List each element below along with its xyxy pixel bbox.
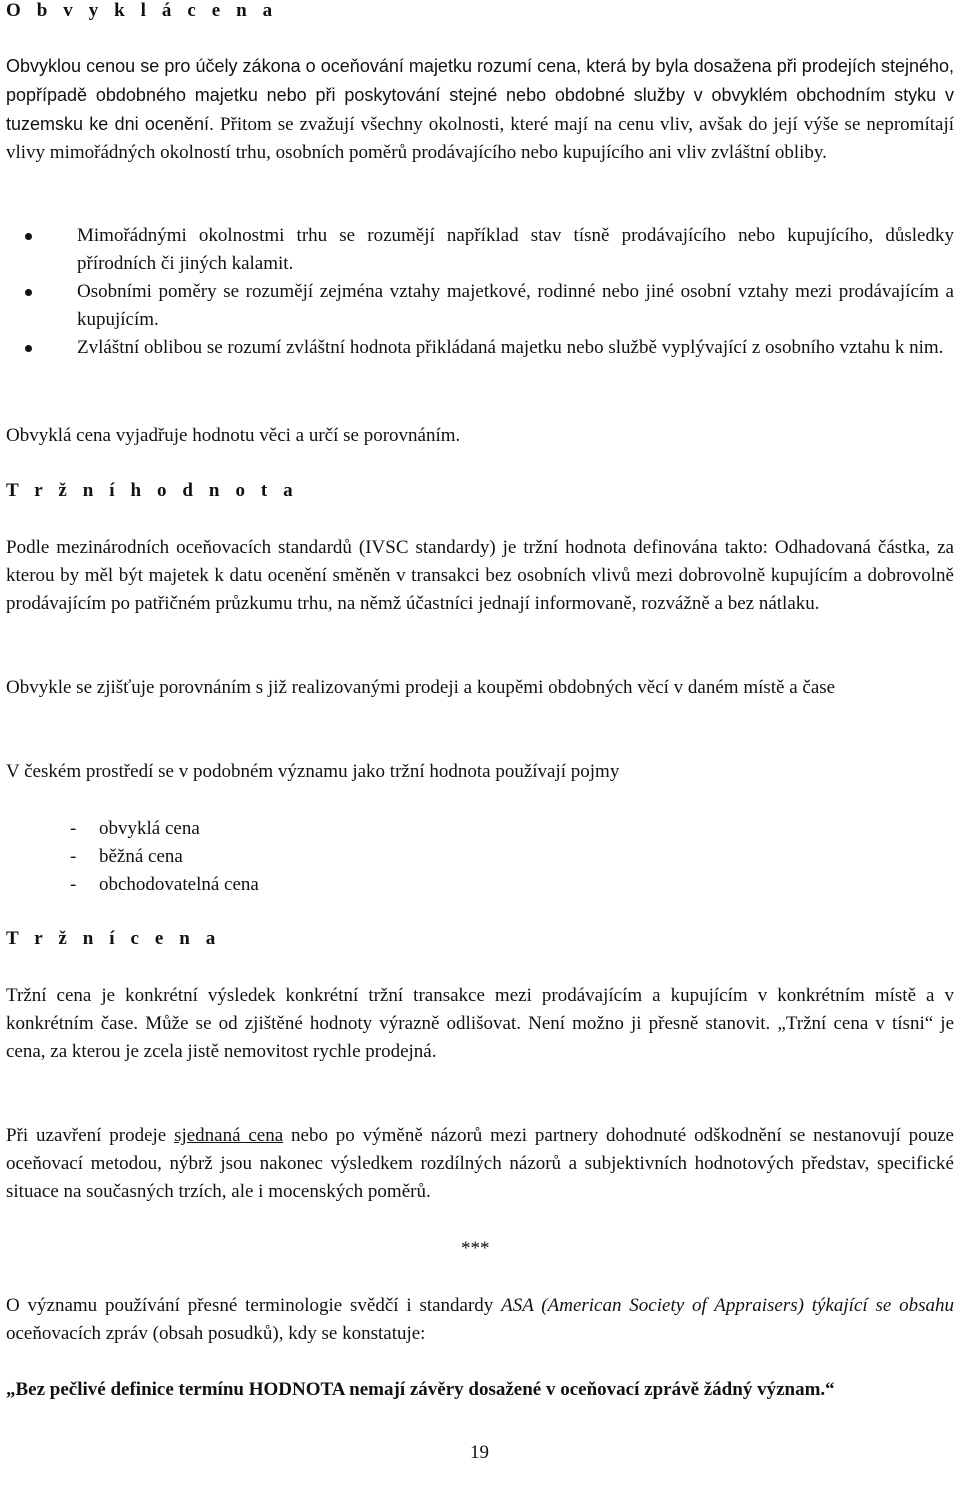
page-number: 19 bbox=[470, 1442, 489, 1463]
paragraph-comparison: Obvykle se zjišťuje porovnáním s již realizovanými prodeji a koupěmi obdobných věcí v daném místě a čase bbox=[6, 677, 836, 698]
term-text: obchodovatelná cena bbox=[99, 874, 259, 895]
dash-mark: - bbox=[70, 874, 77, 895]
bullet-text: Zvláštní oblibou se rozumí zvláštní hodnota přikládaná majetku nebo službě vyplývající z osobního vztahu k nim. bbox=[77, 337, 944, 358]
dash-list-terms bbox=[70, 815, 259, 899]
italic-asa-reference: ASA (American Society of Appraisers) týkající se obsahu bbox=[501, 1295, 954, 1316]
bullet-item bbox=[6, 334, 954, 362]
bullet-item bbox=[6, 278, 954, 334]
bullet-list-influences bbox=[6, 222, 954, 362]
bullet-dot-icon bbox=[25, 345, 32, 352]
bullet-text: Osobními poměry se rozumějí zejména vztahy majetkové, rodinné nebo jiné osobní vztahy mezi prodávajícím a kupujícím. bbox=[77, 281, 954, 330]
paragraph-obvykla-cena-closing: Obvyklá cena vyjadřuje hodnotu věci a určí se porovnáním. bbox=[6, 425, 461, 446]
term-text: obvyklá cena bbox=[99, 818, 200, 839]
text: oceňovacích zpráv (obsah posudků), kdy se konstatuje: bbox=[6, 1323, 426, 1344]
paragraph-ivsc-definition: Podle mezinárodních oceňovacích standardů (IVSC standardy) je tržní hodnota definována takto: Odhadovaná částka, za kterou by měl být majetek k datu ocenění směněn v transakci bez osobních vlivů mezi dobrovolně kupujícím a dobrovolně prodávajícím po patřičném průzkumu trhu, na němž účastníci jednají informovaně, rozvážně a bez nátlaku. bbox=[6, 537, 954, 614]
paragraph-trzni-cena-definition: Tržní cena je konkrétní výsledek konkrétní tržní transakce mezi prodávajícím a kupujícím v konkrétním místě a v konkrétním čase. Může se od zjištěné hodnoty výrazně odlišovat. Není možno ji přesně stanovit. „Tržní cena v tísni“ je cena, za kterou je zcela jistě nemovitost rychle prodejná. bbox=[6, 985, 954, 1062]
text: Při uzavření prodeje bbox=[6, 1125, 175, 1146]
dash-list-item bbox=[70, 871, 259, 899]
dash-list-item bbox=[70, 815, 259, 843]
paragraph-obvykla-cena-definition bbox=[6, 52, 954, 167]
quote-bold-statement: „Bez pečlivé definice termínu HODNOTA nemají závěry dosažené v oceňovací zprávě žádný význam.“ bbox=[6, 1379, 835, 1400]
heading-trzni-cena: T r ž n í c e n a bbox=[6, 928, 221, 949]
dash-mark: - bbox=[70, 846, 77, 867]
paragraph-asa-standards bbox=[6, 1292, 954, 1348]
bullet-item bbox=[6, 222, 954, 278]
paragraph-negotiated-price bbox=[6, 1122, 954, 1206]
bullet-text: Mimořádnými okolnostmi trhu se rozumějí například stav tísně prodávajícího nebo kupujícího, důsledky přírodních či jiných kalamit. bbox=[77, 225, 954, 274]
heading-trzni-hodnota: T r ž n í h o d n o t a bbox=[6, 480, 299, 501]
bullet-dot-icon bbox=[25, 233, 32, 240]
underlined-term: sjednaná cena bbox=[174, 1125, 284, 1146]
dash-list-item bbox=[70, 843, 259, 871]
definition-text-continued: Přitom se zvažují všechny okolnosti, které mají na cenu vliv, avšak do její výše se nepromítají vlivy mimořádných okolností trhu, osobních poměrů prodávajícího nebo kupujícího ani vliv zvláštní obliby. bbox=[6, 114, 954, 163]
text: O významu používání přesné terminologie svědčí i standardy bbox=[6, 1295, 502, 1316]
term-text: běžná cena bbox=[99, 846, 183, 867]
definition-text: Obvyklou cenou se pro účely zákona o oceňování majetku rozumí cena, která by byla dosažena při prodejích stejného, popřípadě obdobného majetku nebo při poskytování stejné nebo obdobné služby v obvyklém obchodním styku v tuzemsku ke dni ocenění. bbox=[6, 56, 954, 134]
heading-obvykla-cena: O b v y k l á c e n a bbox=[6, 0, 278, 21]
bullet-dot-icon bbox=[25, 289, 32, 296]
section-separator-stars: *** bbox=[461, 1238, 490, 1259]
paragraph-czech-terms: V českém prostředí se v podobném významu jako tržní hodnota používají pojmy bbox=[6, 761, 620, 782]
text: nebo po výměně názorů mezi partnery dohodnuté odškodnění se nestanovují pouze oceňovací metodou, nýbrž jsou nakonec výsledkem rozdílných názorů a subjektivních hodnotových představ, specifické situace na současných trzích, ale i mocenských poměrů. bbox=[6, 1125, 954, 1202]
dash-mark: - bbox=[70, 818, 77, 839]
